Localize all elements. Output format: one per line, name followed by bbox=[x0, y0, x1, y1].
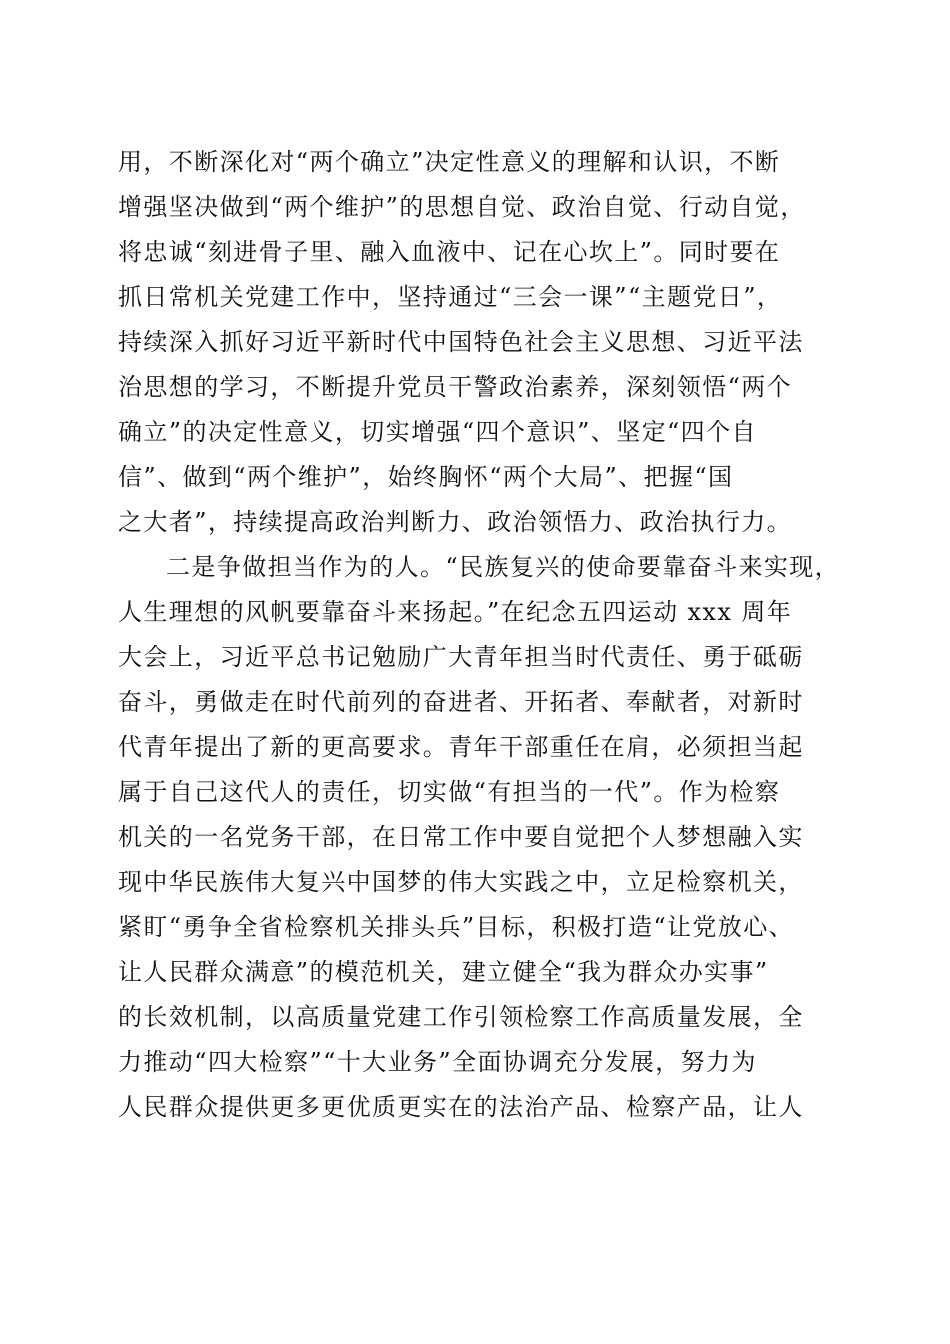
body-text bbox=[118, 140, 858, 1130]
text-line: 大会上，习近平总书记勉励广大青年担当时代责任、勇于砥砺 bbox=[118, 643, 804, 671]
text-line: 持续深入抓好习近平新时代中国特色社会主义思想、习近平法 bbox=[118, 328, 804, 356]
text-line: 现中华民族伟大复兴中国梦的伟大实践之中，立足检察机关， bbox=[118, 868, 804, 896]
text-line: 抓日常机关党建工作中，坚持通过“三会一课”“主题党日”， bbox=[118, 283, 783, 311]
text-line: 让人民群众满意”的模范机关，建立健全“我为群众办实事” bbox=[118, 958, 769, 986]
text-line: 之大者”，持续提高政治判断力、政治领悟力、政治执行力。 bbox=[118, 508, 793, 536]
text-line: 属于自己这代人的责任，切实做“有担当的一代”。作为检察 bbox=[118, 778, 781, 806]
text-line: 增强坚决做到“两个维护”的思想自觉、政治自觉、行动自觉， bbox=[118, 193, 806, 221]
text-line: 的长效机制，以高质量党建工作引领检察工作高质量发展，全 bbox=[118, 1003, 804, 1031]
text-line: 力推动“四大检察”“十大业务”全面协调充分发展，努力为 bbox=[118, 1048, 757, 1076]
text-line: 人生理想的风帆要靠奋斗来扬起。”在纪念五四运动 xxx 周年 bbox=[118, 598, 793, 626]
text-line: 机关的一名党务干部，在日常工作中要自觉把个人梦想融入实 bbox=[118, 823, 804, 851]
text-line: 信”、做到“两个维护”，始终胸怀“两个大局”、把握“国 bbox=[118, 463, 734, 491]
text-line: 确立”的决定性意义，切实增强“四个意识”、坚定“四个自 bbox=[118, 418, 757, 446]
text-line: 用，不断深化对“两个确立”决定性意义的理解和认识，不断 bbox=[118, 148, 781, 176]
paragraph-start-line: 二是争做担当作为的人。“民族复兴的使命要靠奋斗来实现， bbox=[166, 553, 841, 581]
text-line: 奋斗，勇做走在时代前列的奋进者、开拓者、奉献者，对新时 bbox=[118, 688, 804, 716]
text-line: 人民群众提供更多更优质更实在的法治产品、检察产品，让人 bbox=[118, 1093, 804, 1121]
text-line: 代青年提出了新的更高要求。青年干部重任在肩，必须担当起 bbox=[118, 733, 804, 761]
text-line: 治思想的学习，不断提升党员干警政治素养，深刻领悟“两个 bbox=[118, 373, 793, 401]
text-line: 紧盯“勇争全省检察机关排头兵”目标，积极打造“让党放心、 bbox=[118, 913, 795, 941]
text-line: 将忠诚“刻进骨子里、融入血液中、记在心坎上”。同时要在 bbox=[118, 238, 781, 266]
